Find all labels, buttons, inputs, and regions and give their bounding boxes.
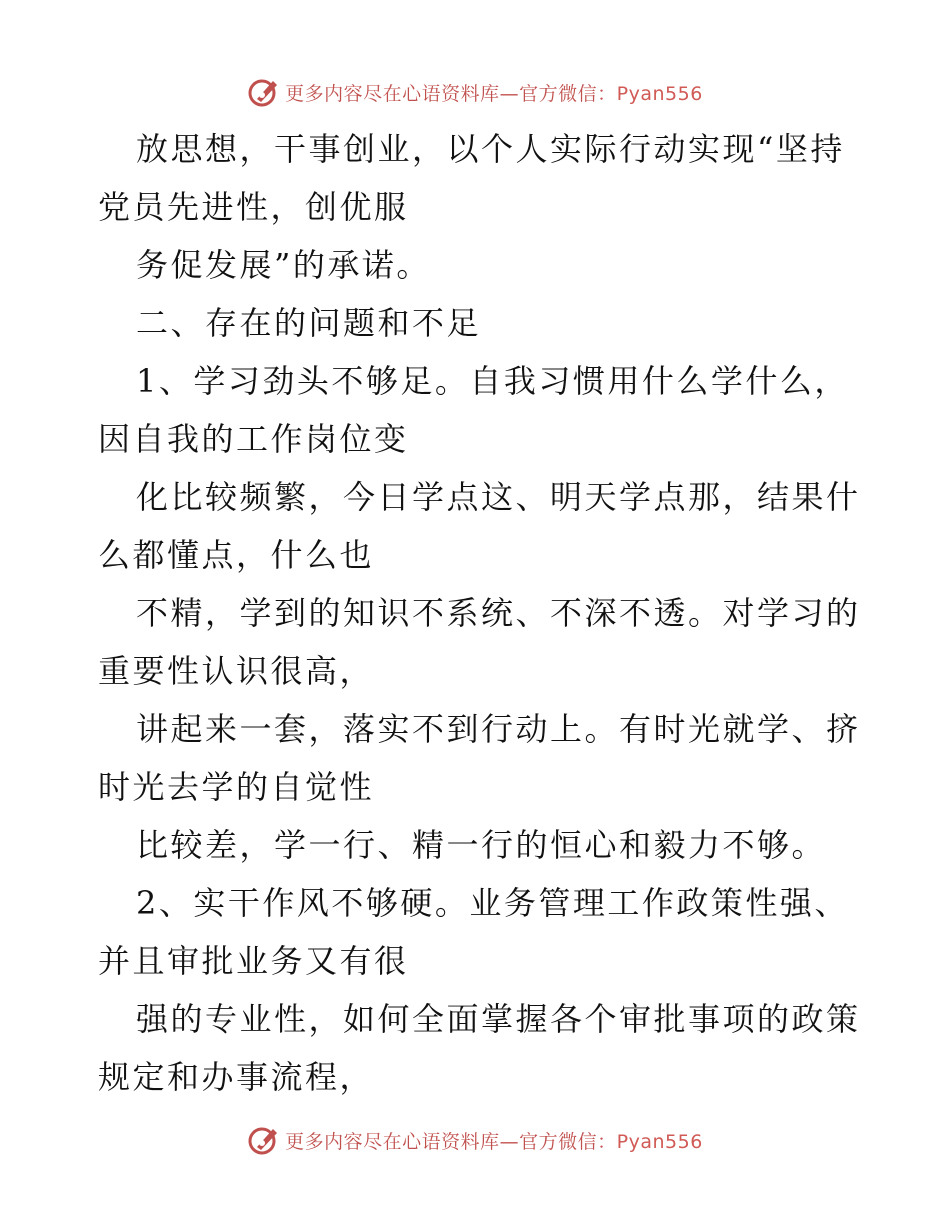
body-line: 么都懂点，什么也	[98, 536, 375, 574]
body-line: 放思想，干事创业，以个人实际行动实现“坚持	[136, 130, 845, 168]
body-line: 因自我的工作岗位变	[98, 420, 409, 458]
body-line: 不精，学到的知识不系统、不深不透。对学习的	[136, 594, 861, 632]
body-line: 2、实干作风不够硬。业务管理工作政策性强、	[136, 884, 849, 922]
pen-nib-circle-icon	[247, 75, 281, 109]
footer-banner-handle: Pyan556	[616, 1130, 703, 1153]
section-heading: 二、存在的问题和不足	[136, 304, 482, 342]
header-banner-handle: Pyan556	[616, 82, 703, 105]
body-line: 强的专业性，如何全面掌握各个审批事项的政策	[136, 1000, 861, 1038]
header-banner-text	[285, 79, 703, 106]
body-line: 规定和办事流程，	[98, 1058, 375, 1096]
body-line: 时光去学的自觉性	[98, 768, 375, 806]
header-banner-label: 更多内容尽在心语资料库—官方微信：	[285, 82, 617, 105]
footer-banner-text	[285, 1127, 703, 1154]
body-line: 并且审批业务又有很	[98, 942, 409, 980]
document-body	[98, 120, 861, 1106]
body-line: 比较差，学一行、精一行的恒心和毅力不够。	[136, 826, 827, 864]
body-line: 党员先进性，创优服	[98, 188, 409, 226]
body-line: 1、学习劲头不够足。自我习惯用什么学什么，	[136, 362, 849, 400]
footer-banner-label: 更多内容尽在心语资料库—官方微信：	[285, 1130, 617, 1153]
header-banner	[0, 72, 950, 112]
pen-nib-circle-icon	[247, 1123, 281, 1157]
body-line: 讲起来一套，落实不到行动上。有时光就学、挤	[136, 710, 861, 748]
body-line: 化比较频繁，今日学点这、明天学点那，结果什	[136, 478, 861, 516]
footer-banner	[0, 1120, 950, 1160]
body-line: 务促发展”的承诺。	[136, 246, 431, 284]
body-line: 重要性认识很高，	[98, 652, 375, 690]
